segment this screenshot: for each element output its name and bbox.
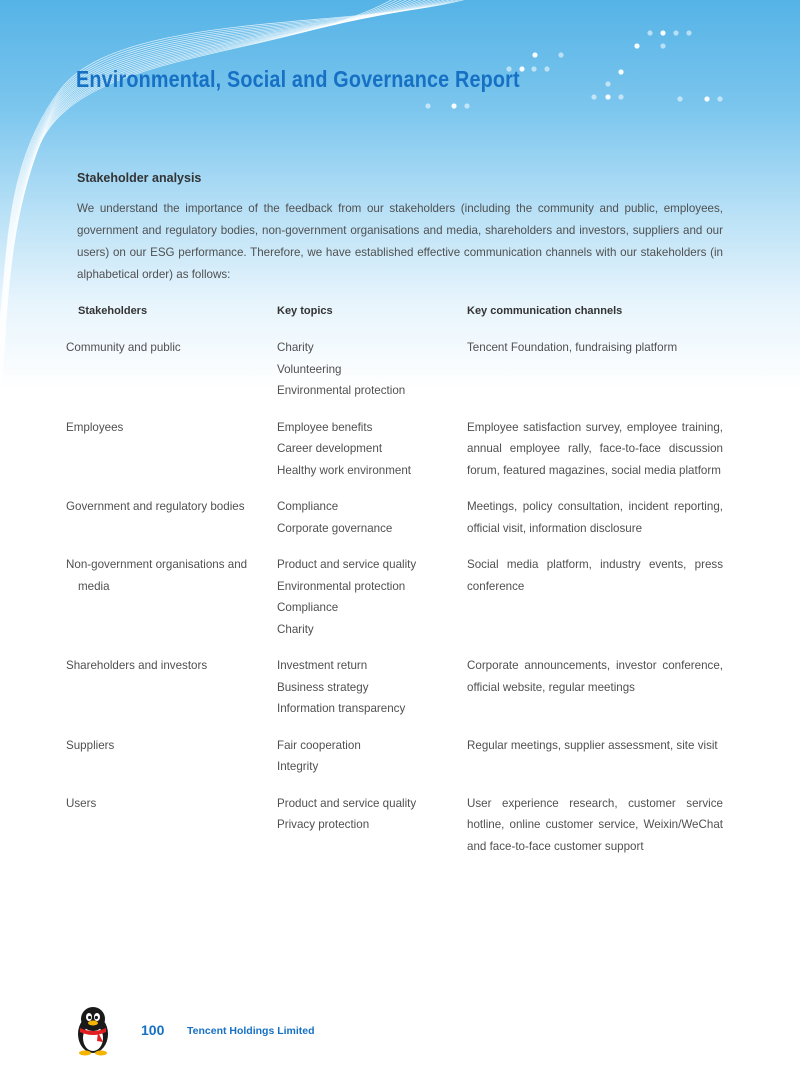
stakeholder-name: Non-government organisations and media xyxy=(66,558,248,593)
section-title: Stakeholder analysis xyxy=(77,171,202,185)
header-stakeholders: Stakeholders xyxy=(78,305,148,317)
table-row xyxy=(77,793,723,873)
key-topic: Information transparency xyxy=(277,702,406,715)
communication-channels: User experience research, customer service hotline, online customer service, Weixin/WeChat and face-to-face customer support xyxy=(467,796,723,853)
key-topics-cell xyxy=(276,655,466,735)
key-topic: Product and service quality xyxy=(277,796,417,810)
communication-channels: Social media platform, industry events, press conference xyxy=(467,558,723,593)
key-topics-cell xyxy=(276,735,466,793)
stakeholder-name: Employees xyxy=(66,420,124,434)
communication-channels: Regular meetings, supplier assessment, site visit xyxy=(467,738,718,752)
stakeholder-name: Government and regulatory bodies xyxy=(66,500,245,513)
communication-channels: Employee satisfaction survey, employee training, annual employee rally, face-to-face discussion forum, featured magazines, social media platform xyxy=(467,420,723,477)
key-topic: Healthy work environment xyxy=(277,463,412,477)
stakeholder-name: Shareholders and investors xyxy=(66,659,208,672)
table-row xyxy=(77,496,723,554)
company-name: Tencent Holdings Limited xyxy=(187,1025,315,1037)
communication-channels: Meetings, policy consultation, incident reporting, official visit, information disclosure xyxy=(467,500,723,535)
table-header-row xyxy=(77,302,723,329)
intro-paragraph: We understand the importance of the feedback from our stakeholders (including the community and public, employees, government and regulatory bodies, non-government organisations and media, shareholders and investors, suppliers and our users) on our ESG performance. Therefore, we have established effective communication channels with our stakeholders (in alphabetical order) as follows: xyxy=(77,202,723,281)
stakeholder-name: Community and public xyxy=(66,341,181,354)
table-row xyxy=(77,329,723,417)
key-topic: Privacy protection xyxy=(277,818,370,831)
key-topic: Compliance xyxy=(277,601,339,614)
key-topic: Fair cooperation xyxy=(277,738,361,752)
key-topic: Career development xyxy=(277,442,383,455)
communication-channels: Tencent Foundation, fundraising platform xyxy=(467,341,678,354)
key-topic: Charity xyxy=(277,341,314,354)
stakeholder-name: Suppliers xyxy=(66,738,115,752)
table-row xyxy=(77,735,723,793)
key-topics-cell xyxy=(276,554,466,655)
page-title: Environmental, Social and Governance Report xyxy=(76,66,520,92)
key-topic: Product and service quality xyxy=(277,558,417,571)
header-communication-channels: Key communication channels xyxy=(467,305,623,317)
table-row xyxy=(77,417,723,497)
key-topic: Volunteering xyxy=(277,362,342,376)
key-topic: Investment return xyxy=(277,659,368,672)
header-key-topics: Key topics xyxy=(277,305,333,317)
key-topics-cell xyxy=(276,417,466,497)
page-number: 100 xyxy=(141,1022,165,1038)
penguin-mascot-icon xyxy=(70,1004,116,1056)
communication-channels: Corporate announcements, investor conference, official website, regular meetings xyxy=(467,659,723,694)
key-topics-cell xyxy=(276,329,466,417)
key-topic: Business strategy xyxy=(277,680,369,694)
key-topic: Charity xyxy=(277,622,314,636)
key-topic: Environmental protection xyxy=(277,579,406,593)
key-topic: Compliance xyxy=(277,500,339,513)
key-topic: Employee benefits xyxy=(277,420,373,434)
key-topics-cell xyxy=(276,496,466,554)
key-topic: Integrity xyxy=(277,760,319,773)
table-row xyxy=(77,554,723,655)
table-row xyxy=(77,655,723,735)
key-topic: Corporate governance xyxy=(277,521,393,535)
stakeholder-name: Users xyxy=(66,796,97,810)
stakeholder-table xyxy=(66,302,723,872)
key-topics-cell xyxy=(276,793,466,873)
key-topic: Environmental protection xyxy=(277,384,406,397)
